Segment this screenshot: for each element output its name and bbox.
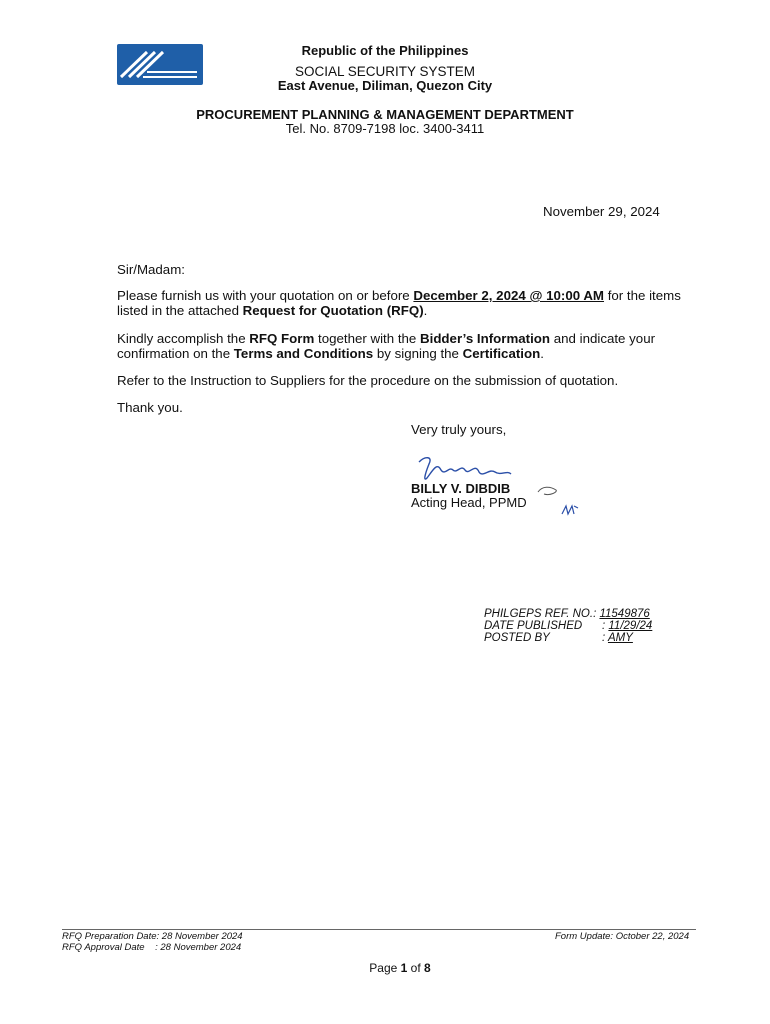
footer-prep-date: RFQ Preparation Date: 28 November 2024: [62, 931, 243, 942]
footer-approval-date: RFQ Approval Date : 28 November 2024: [62, 942, 242, 953]
initial-mark-2: [560, 502, 580, 518]
paragraph-1: Please furnish us with your quotation on or before December 2, 2024 @ 10:00 AM for the items listed in the attached Request for Quotation (RFQ).: [117, 288, 681, 318]
thanks: Thank you.: [117, 400, 183, 415]
header-address: East Avenue, Diliman, Quezon City: [277, 78, 493, 93]
footer-rule: [62, 929, 696, 930]
date-published: DATE PUBLISHED : 11/29/24: [484, 620, 653, 632]
footer-form-update: Form Update: October 22, 2024: [555, 931, 690, 942]
letter-date: November 29, 2024: [543, 204, 660, 219]
header-department: PROCUREMENT PLANNING & MANAGEMENT DEPARTMENT: [196, 107, 574, 122]
deadline: December 2, 2024 @ 10:00 AM: [413, 288, 605, 303]
header-agency: SOCIAL SECURITY SYSTEM: [294, 64, 476, 79]
closing: Very truly yours,: [411, 422, 507, 437]
header-republic: Republic of the Philippines: [301, 43, 469, 58]
rfq-ref: Request for Quotation (RFQ): [242, 303, 424, 318]
signatory-title: Acting Head, PPMD: [411, 495, 527, 510]
page-number: Page 1 of 8: [369, 961, 431, 975]
paragraph-2: Kindly accomplish the RFQ Form together with the Bidder’s Information and indicate your confirmation on the Terms and Conditions by signing the Certification.: [117, 331, 656, 361]
salutation: Sir/Madam:: [117, 262, 185, 277]
signatory-name: BILLY V. DIBDIB: [411, 481, 511, 496]
header-tel: Tel. No. 8709-7198 loc. 3400-3411: [285, 121, 485, 136]
philgeps-ref: PHILGEPS REF. NO.: 11549876: [484, 608, 650, 620]
initial-mark: [536, 484, 560, 498]
posted-by: POSTED BY : AMY: [484, 632, 633, 644]
paragraph-3: Refer to the Instruction to Suppliers for the procedure on the submission of quotation.: [117, 373, 619, 388]
